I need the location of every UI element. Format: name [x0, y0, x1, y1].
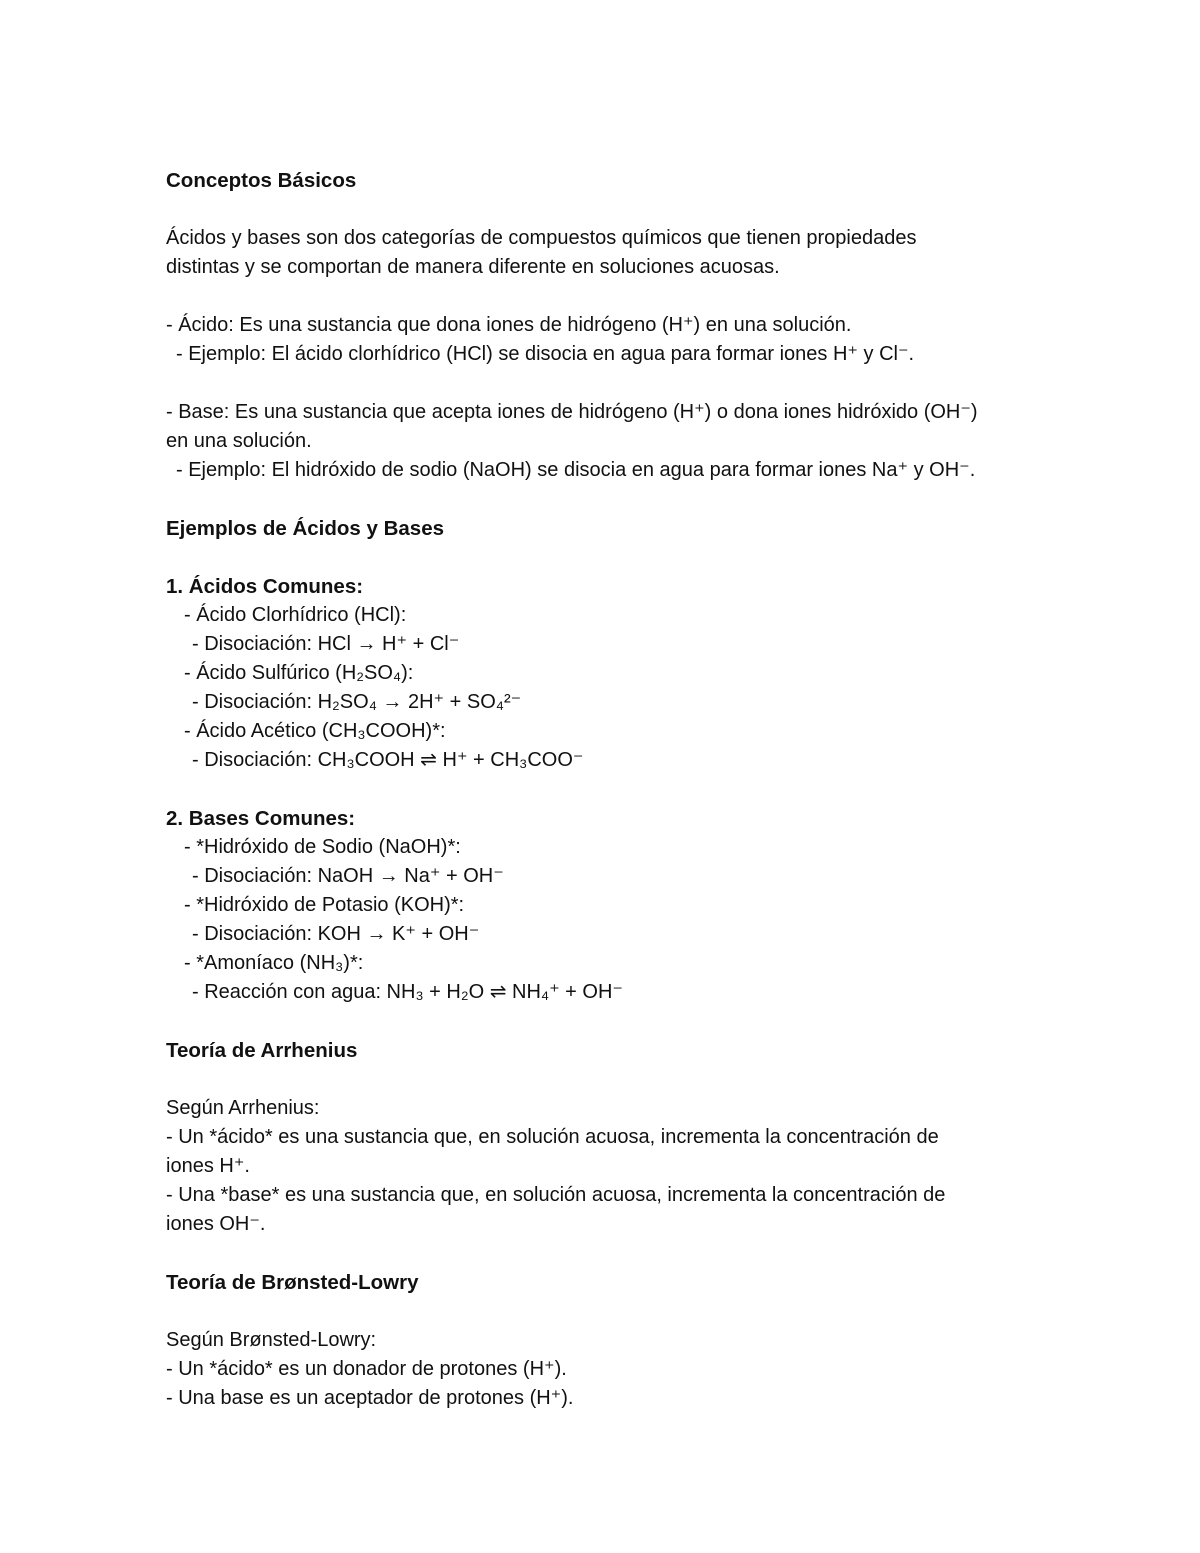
arrhenius-lead: Según Arrhenius: — [166, 1097, 320, 1119]
acid-equation-hcl: - Disociación: HCl → H⁺ + Cl⁻ — [192, 633, 460, 655]
arrhenius-base-line-2: iones OH⁻. — [166, 1213, 266, 1235]
acid-name-hcl: - Ácido Clorhídrico (HCl): — [184, 604, 407, 626]
base-name-nh3: - *Amoníaco (NH₃)*: — [184, 952, 364, 974]
base-name-naoh: - *Hidróxido de Sodio (NaOH)*: — [184, 836, 461, 858]
base-equation-naoh: - Disociación: NaOH → Na⁺ + OH⁻ — [192, 865, 504, 887]
acid-equation-h2so4: - Disociación: H₂SO₄ → 2H⁺ + SO₄²⁻ — [192, 691, 522, 713]
acid-name-h2so4: - Ácido Sulfúrico (H₂SO₄): — [184, 662, 414, 684]
heading-acidos-comunes: 1. Ácidos Comunes: — [166, 575, 364, 598]
acid-equation-acetic: - Disociación: CH₃COOH ⇌ H⁺ + CH₃COO⁻ — [192, 749, 584, 771]
arrhenius-acid-line-2: iones H⁺. — [166, 1155, 250, 1177]
bronsted-base: - Una base es un aceptador de protones (H⁺). — [166, 1387, 574, 1409]
heading-ejemplos: Ejemplos de Ácidos y Bases — [166, 517, 445, 540]
base-equation-koh: - Disociación: KOH → K⁺ + OH⁻ — [192, 923, 480, 945]
heading-arrhenius: Teoría de Arrhenius — [166, 1039, 358, 1062]
heading-bronsted-lowry: Teoría de Brønsted-Lowry — [166, 1271, 419, 1294]
bronsted-acid: - Un *ácido* es un donador de protones (H⁺). — [166, 1358, 567, 1380]
base-definition-line-2: en una solución. — [166, 430, 312, 452]
arrhenius-base-line-1: - Una *base* es una sustancia que, en solución acuosa, incrementa la concentración de — [166, 1184, 946, 1206]
acid-name-acetic: - Ácido Acético (CH₃COOH)*: — [184, 720, 446, 742]
base-example: - Ejemplo: El hidróxido de sodio (NaOH) se disocia en agua para formar iones Na⁺ y OH⁻. — [176, 459, 976, 481]
heading-bases-comunes: 2. Bases Comunes: — [166, 807, 356, 830]
paragraph-intro-line-2: distintas y se comportan de manera diferente en soluciones acuosas. — [166, 256, 780, 278]
document-body — [166, 166, 1036, 1413]
bronsted-lead: Según Brønsted-Lowry: — [166, 1329, 377, 1351]
base-definition-line-1: - Base: Es una sustancia que acepta iones de hidrógeno (H⁺) o dona iones hidróxido (OH⁻) — [166, 401, 978, 423]
acid-example: - Ejemplo: El ácido clorhídrico (HCl) se disocia en agua para formar iones H⁺ y Cl⁻. — [176, 343, 915, 365]
base-equation-nh3: - Reacción con agua: NH₃ + H₂O ⇌ NH₄⁺ + OH⁻ — [192, 981, 623, 1003]
arrhenius-acid-line-1: - Un *ácido* es una sustancia que, en solución acuosa, incrementa la concentración de — [166, 1126, 939, 1148]
paragraph-intro-line-1: Ácidos y bases son dos categorías de compuestos químicos que tienen propiedades — [166, 227, 917, 249]
acid-definition: - Ácido: Es una sustancia que dona iones de hidrógeno (H⁺) en una solución. — [166, 314, 852, 336]
heading-conceptos-basicos: Conceptos Básicos — [166, 169, 357, 192]
base-name-koh: - *Hidróxido de Potasio (KOH)*: — [184, 894, 465, 916]
